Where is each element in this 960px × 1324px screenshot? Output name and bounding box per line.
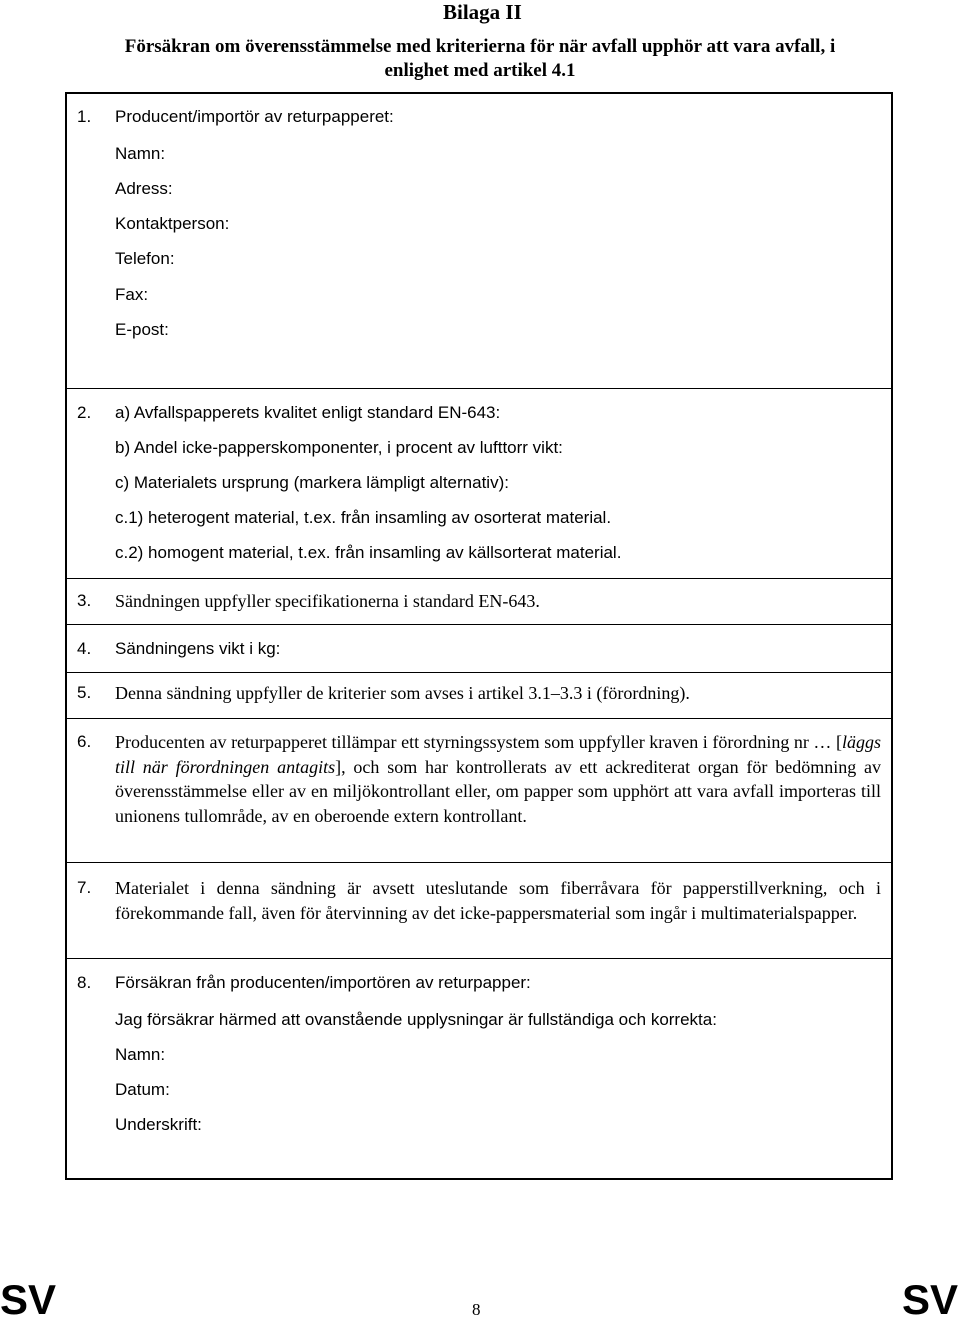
page-title <box>60 35 900 83</box>
signature-field-signature: Underskrift: <box>115 1115 202 1134</box>
page-title-line-1: Försäkran om överensstämmelse med kriterierna för när avfall upphör att vara avfall, i <box>124 36 836 57</box>
field-contact-person: Kontaktperson: <box>115 214 230 233</box>
signature-field-date: Datum: <box>115 1080 170 1099</box>
section-6-text-before: Producenten av returpapperet tillämpar ett styrningssystem som uppfyller kraven i förordning nr … [ <box>115 732 842 752</box>
divider <box>67 624 891 625</box>
section-4-text: Sändningens vikt i kg: <box>115 639 281 658</box>
section-3-number: 3. <box>77 591 92 610</box>
section-2-number: 2. <box>77 403 92 422</box>
divider <box>67 718 891 719</box>
divider <box>67 862 891 863</box>
divider <box>67 388 891 389</box>
section-5-text: Denna sändning uppfyller de kriterier som avses i artikel 3.1–3.3 i (förordning). <box>115 683 690 703</box>
section-2-line-b: b) Andel icke-papperskomponenter, i procent av lufttorr vikt: <box>115 438 563 457</box>
field-address: Adress: <box>115 179 173 198</box>
section-2-line-c: c) Materialets ursprung (markera lämpligt alternativ): <box>115 473 509 492</box>
section-2-line-c2: c.2) homogent material, t.ex. från insamling av källsorterat material. <box>115 543 622 562</box>
section-8-number: 8. <box>77 973 92 992</box>
divider <box>67 672 891 673</box>
section-8-heading: Försäkran från producenten/importören av returpapper: <box>115 973 531 992</box>
field-fax: Fax: <box>115 285 149 304</box>
section-3-text: Sändningen uppfyller specifikationerna i standard EN-643. <box>115 591 540 611</box>
field-email: E-post: <box>115 320 169 339</box>
section-6-text-italic: läggs till när förordningen antagits <box>115 732 881 777</box>
divider <box>67 578 891 579</box>
page-number: 8 <box>472 1300 481 1319</box>
section-6-text-after: ], och som har kontrollerats av ett ackrediterat organ för bedömning av överensstämmelse eller av en miljökontrollant eller, om papper som upphört att vara avfall importeras till unionens tullområde, av en oberoende extern kontrollant. <box>115 756 881 826</box>
section-2-line-c1: c.1) heterogent material, t.ex. från insamling av osorterat material. <box>115 508 612 527</box>
annex-label: Bilaga II <box>443 0 522 24</box>
section-1-number: 1. <box>77 107 92 126</box>
section-5-number: 5. <box>77 683 92 702</box>
page-title-line-2: enlighet med artikel 4.1 <box>384 60 576 81</box>
section-7-number: 7. <box>77 878 92 897</box>
section-2-line-a: a) Avfallspapperets kvalitet enligt standard EN-643: <box>115 403 501 422</box>
declaration-form <box>65 92 893 1180</box>
section-6-text <box>115 730 881 828</box>
section-7-text: Materialet i denna sändning är avsett uteslutande som fiberråvara för papperstillverkning, och i förekommande fall, även för återvinning av det icke-pappersmaterial som ingår i multimaterialspapper. <box>115 878 881 923</box>
divider <box>67 958 891 959</box>
section-8-statement: Jag försäkrar härmed att ovanstående upplysningar är fullständiga och korrekta: <box>115 1010 717 1029</box>
field-phone: Telefon: <box>115 249 175 268</box>
footer-language-left: SV <box>0 1276 57 1323</box>
footer-language-right: SV <box>901 1276 958 1323</box>
signature-field-name: Namn: <box>115 1045 166 1064</box>
section-1-heading: Producent/importör av returpapperet: <box>115 107 394 126</box>
field-name: Namn: <box>115 144 166 163</box>
section-4-number: 4. <box>77 639 92 658</box>
section-6-number: 6. <box>77 732 92 751</box>
